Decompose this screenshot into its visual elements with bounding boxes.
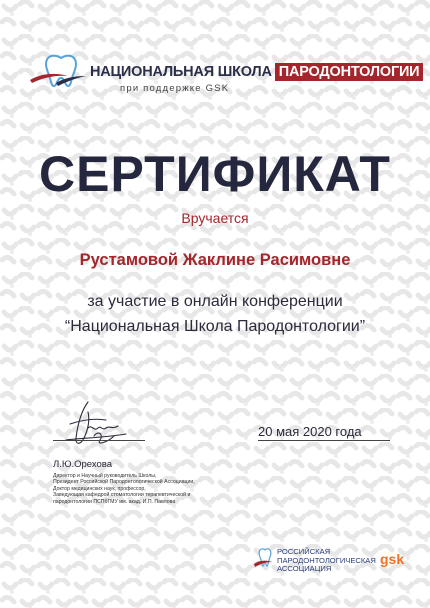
school-name (90, 62, 423, 81)
gsk-logo-text: gsk (380, 551, 405, 567)
description-line: Президент Российской Пародонтологической Ассоциации, (53, 479, 195, 486)
signatory-name: Л.Ю.Орехова (53, 459, 113, 470)
date-line (258, 440, 390, 441)
gsk-logo (379, 548, 407, 570)
certificate-title: СЕРТИФИКАТ (39, 146, 391, 202)
signature-line (53, 440, 145, 441)
issue-date: 20 мая 2020 года (258, 424, 362, 439)
description-line: Доктор медицинских наук, профессор, (53, 485, 146, 492)
association-line: АССОЦИАЦИЯ (277, 564, 332, 574)
awarded-label: Вручается (181, 210, 249, 226)
school-name-part2: ПАРОДОНТОЛОГИИ (275, 63, 424, 81)
description-line: Директор и Научный руководитель Школы, (53, 473, 157, 479)
support-line: при поддержке GSK (120, 83, 230, 94)
school-name-part1: НАЦИОНАЛЬНАЯ ШКОЛА (90, 63, 272, 80)
tooth-icon (28, 50, 88, 90)
signatory-description (53, 473, 253, 505)
description-line: Заведующая кафедрой стоматологии терапевтической и (53, 492, 191, 499)
recipient-name: Рустамовой Жаклине Расимовне (79, 251, 351, 269)
association-line: РОССИЙСКАЯ (277, 547, 331, 556)
association-name (277, 548, 376, 574)
description-line: пародонтологии ПСПбГМУ им. акад. И.П. Павлова (53, 498, 176, 505)
reason-line-2: “Национальная Школа Пародонтологии” (64, 318, 366, 335)
association-line: ПАРОДОНТОЛОГИЧЕСКАЯ (277, 555, 376, 565)
tooth-icon (254, 547, 276, 569)
signature-mark (64, 398, 134, 450)
reason-line-1: за участие в онлайн конференции (87, 293, 343, 310)
